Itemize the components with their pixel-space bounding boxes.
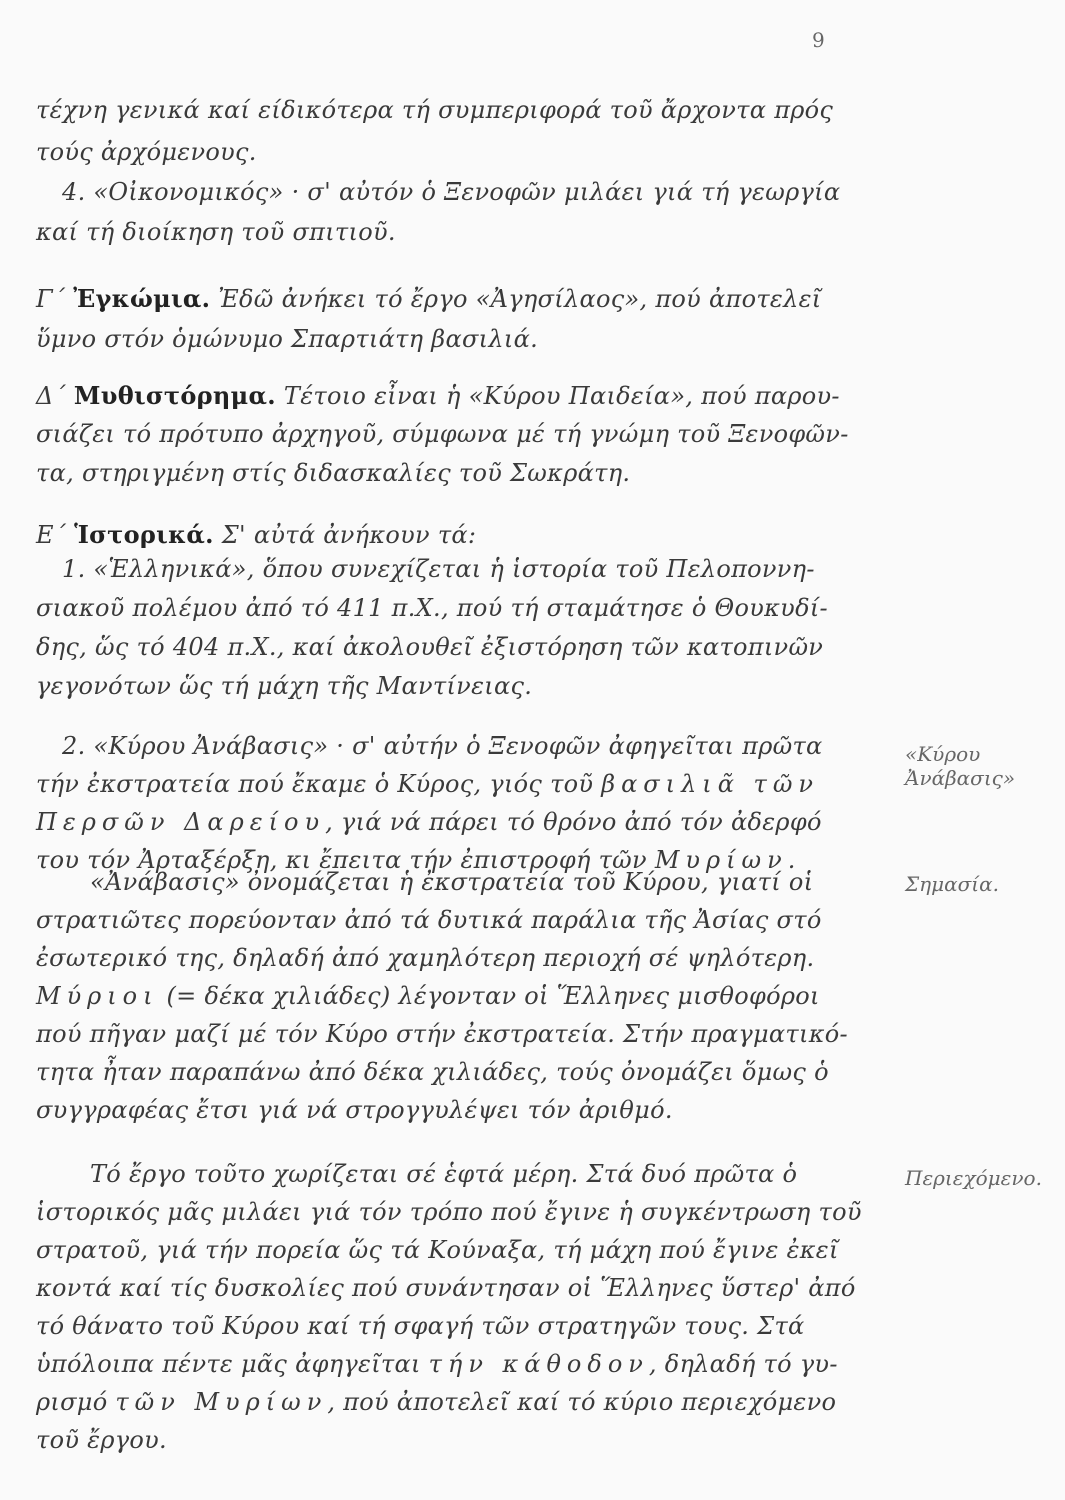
text-segment: του τόν Ἀρταξέρξη, κι ἔπειτα τήν ἐπιστροφή τῶν (36, 846, 655, 874)
section-label: Δ΄ (36, 382, 66, 410)
spaced-text: Μύριοι (36, 982, 159, 1010)
text-line: σιακοῦ πολέμου ἀπό τό 411 π.Χ., πού τή σταμάτησε ὁ Θουκυδί- (36, 594, 828, 622)
text-segment: , γιά νά πάρει τό θρόνο ἀπό τόν ἀδερφό (325, 808, 822, 836)
text-line (36, 982, 820, 1010)
text-segment: τήν ἐκστρατεία πού ἔκαμε ὁ Κύρος, γιός τοῦ (36, 770, 602, 798)
section-heading: Ἐγκώμια. (73, 284, 211, 313)
spaced-text: βασιλιᾶ τῶν (601, 770, 819, 798)
section-text: Σ' αὐτά ἀνήκουν τά: (221, 521, 477, 549)
section-label: Ε΄ (36, 521, 67, 549)
text-line: δης, ὥς τό 404 π.Χ., καί ἀκολουθεῖ ἐξιστόρηση τῶν κατοπινῶν (36, 633, 824, 661)
margin-note-anabasis: «Κύρου (905, 742, 981, 766)
section-g (36, 284, 821, 313)
section-heading: Ἱστορικά. (74, 520, 214, 549)
text-line: στρατοῦ, γιά τήν πορεία ὥς τά Κούναξα, τή μάχη πού ἔγινε ἐκεῖ (36, 1236, 839, 1264)
text-line: κοντά καί τίς δυσκολίες πού συνάντησαν οἱ Ἕλληνες ὕστερ' ἀπό (36, 1274, 856, 1302)
text-line: 1. «Ἑλληνικά», ὅπου συνεχίζεται ἡ ἱστορία τοῦ Πελοποννη- (62, 555, 815, 583)
text-line: 4. «Οἰκονομικός» · σ' αὐτόν ὁ Ξενοφῶν μιλάει γιά τή γεωργία (62, 178, 841, 206)
spaced-text: τῶν Μυρίων (115, 1388, 328, 1416)
text-line (36, 1388, 836, 1416)
margin-note-anabasis: Ἀνάβασις» (905, 766, 1016, 790)
text-line (36, 770, 819, 798)
text-line: τό θάνατο τοῦ Κύρου καί τή σφαγή τῶν στρατηγῶν τους. Στά (36, 1312, 805, 1340)
text-segment: (= δέκα χιλιάδες) λέγονταν οἱ Ἕλληνες μισθοφόροι (158, 982, 820, 1010)
text-line: γεγονότων ὥς τή μάχη τῆς Μαντίνειας. (36, 672, 533, 700)
margin-note-meaning: Σημασία. (905, 872, 999, 896)
text-line (36, 1350, 838, 1378)
text-line: Τό ἔργο τοῦτο χωρίζεται σέ ἑφτά μέρη. Στά δυό πρῶτα ὁ (90, 1160, 798, 1188)
section-label: Γ΄ (36, 285, 66, 313)
text-line: «Ἀνάβασις» ὀνομάζεται ἡ ἐκστρατεία τοῦ Κύρου, γιατί οἱ (90, 868, 814, 896)
text-line: τητα ἦταν παραπάνω ἀπό δέκα χιλιάδες, τούς ὀνομάζει ὅμως ὁ (36, 1058, 829, 1086)
text-segment: ὑπόλοιπα πέντε μᾶς ἀφηγεῖται (36, 1350, 429, 1378)
text-segment: , δηλαδή τό γυ- (648, 1350, 838, 1378)
section-text: Τέτοιο εἶναι ἡ «Κύρου Παιδεία», πού παρου- (283, 382, 840, 410)
section-e (36, 520, 476, 549)
text-line: πού πῆγαν μαζί μέ τόν Κύρο στήν ἐκστρατεία. Στήν πραγματικό- (36, 1020, 848, 1048)
text-line: συγγραφέας ἔτσι γιά νά στρογγυλέψει τόν ἀριθμό. (36, 1096, 673, 1124)
text-line: ἐσωτερικό της, δηλαδή ἀπό χαμηλότερη περιοχή σέ ψηλότερη. (36, 944, 815, 972)
section-d (36, 381, 840, 410)
text-line: σιάζει τό πρότυπο ἀρχηγοῦ, σύμφωνα μέ τή γνώμη τοῦ Ξενοφῶν- (36, 420, 849, 448)
text-line: τοῦ ἔργου. (36, 1426, 167, 1454)
text-line: στρατιῶτες πορεύονταν ἀπό τά δυτικά παράλια τῆς Ἀσίας στό (36, 906, 822, 934)
text-line: ὕμνο στόν ὁμώνυμο Σπαρτιάτη βασιλιά. (36, 325, 539, 353)
text-line: τέχνη γενικά καί είδικότερα τή συμπεριφορά τοῦ ἄρχοντα πρός (36, 96, 834, 124)
text-line (36, 808, 822, 836)
page-number: 9 (812, 28, 825, 52)
text-line: τούς ἀρχόμενους. (36, 138, 257, 166)
spaced-text: Περσῶν Δαρείου (36, 808, 326, 836)
text-line: καί τή διοίκηση τοῦ σπιτιοῦ. (36, 218, 396, 246)
section-text: Ἐδῶ ἀνήκει τό ἔργο «Ἀγησίλαος», πού ἀποτελεῖ (218, 285, 822, 313)
spaced-text: Μυρίων. (654, 846, 802, 874)
text-line: ἱστορικός μᾶς μιλάει γιά τόν τρόπο πού ἔγινε ἡ συγκέντρωση τοῦ (36, 1198, 862, 1226)
margin-note-contents: Περιεχόμενο. (905, 1166, 1042, 1190)
text-line: 2. «Κύρου Ἀνάβασις» · σ' αὐτήν ὁ Ξενοφῶν ἀφηγεῖται πρῶτα (62, 732, 823, 760)
section-heading: Μυθιστόρημα. (73, 381, 276, 410)
text-line: τα, στηριγμένη στίς διδασκαλίες τοῦ Σωκράτη. (36, 459, 631, 487)
text-segment: ρισμό (36, 1388, 116, 1416)
text-segment: , πού ἀποτελεῖ καί τό κύριο περιεχόμενο (327, 1388, 837, 1416)
spaced-text: τήν κάθοδον (428, 1350, 649, 1378)
